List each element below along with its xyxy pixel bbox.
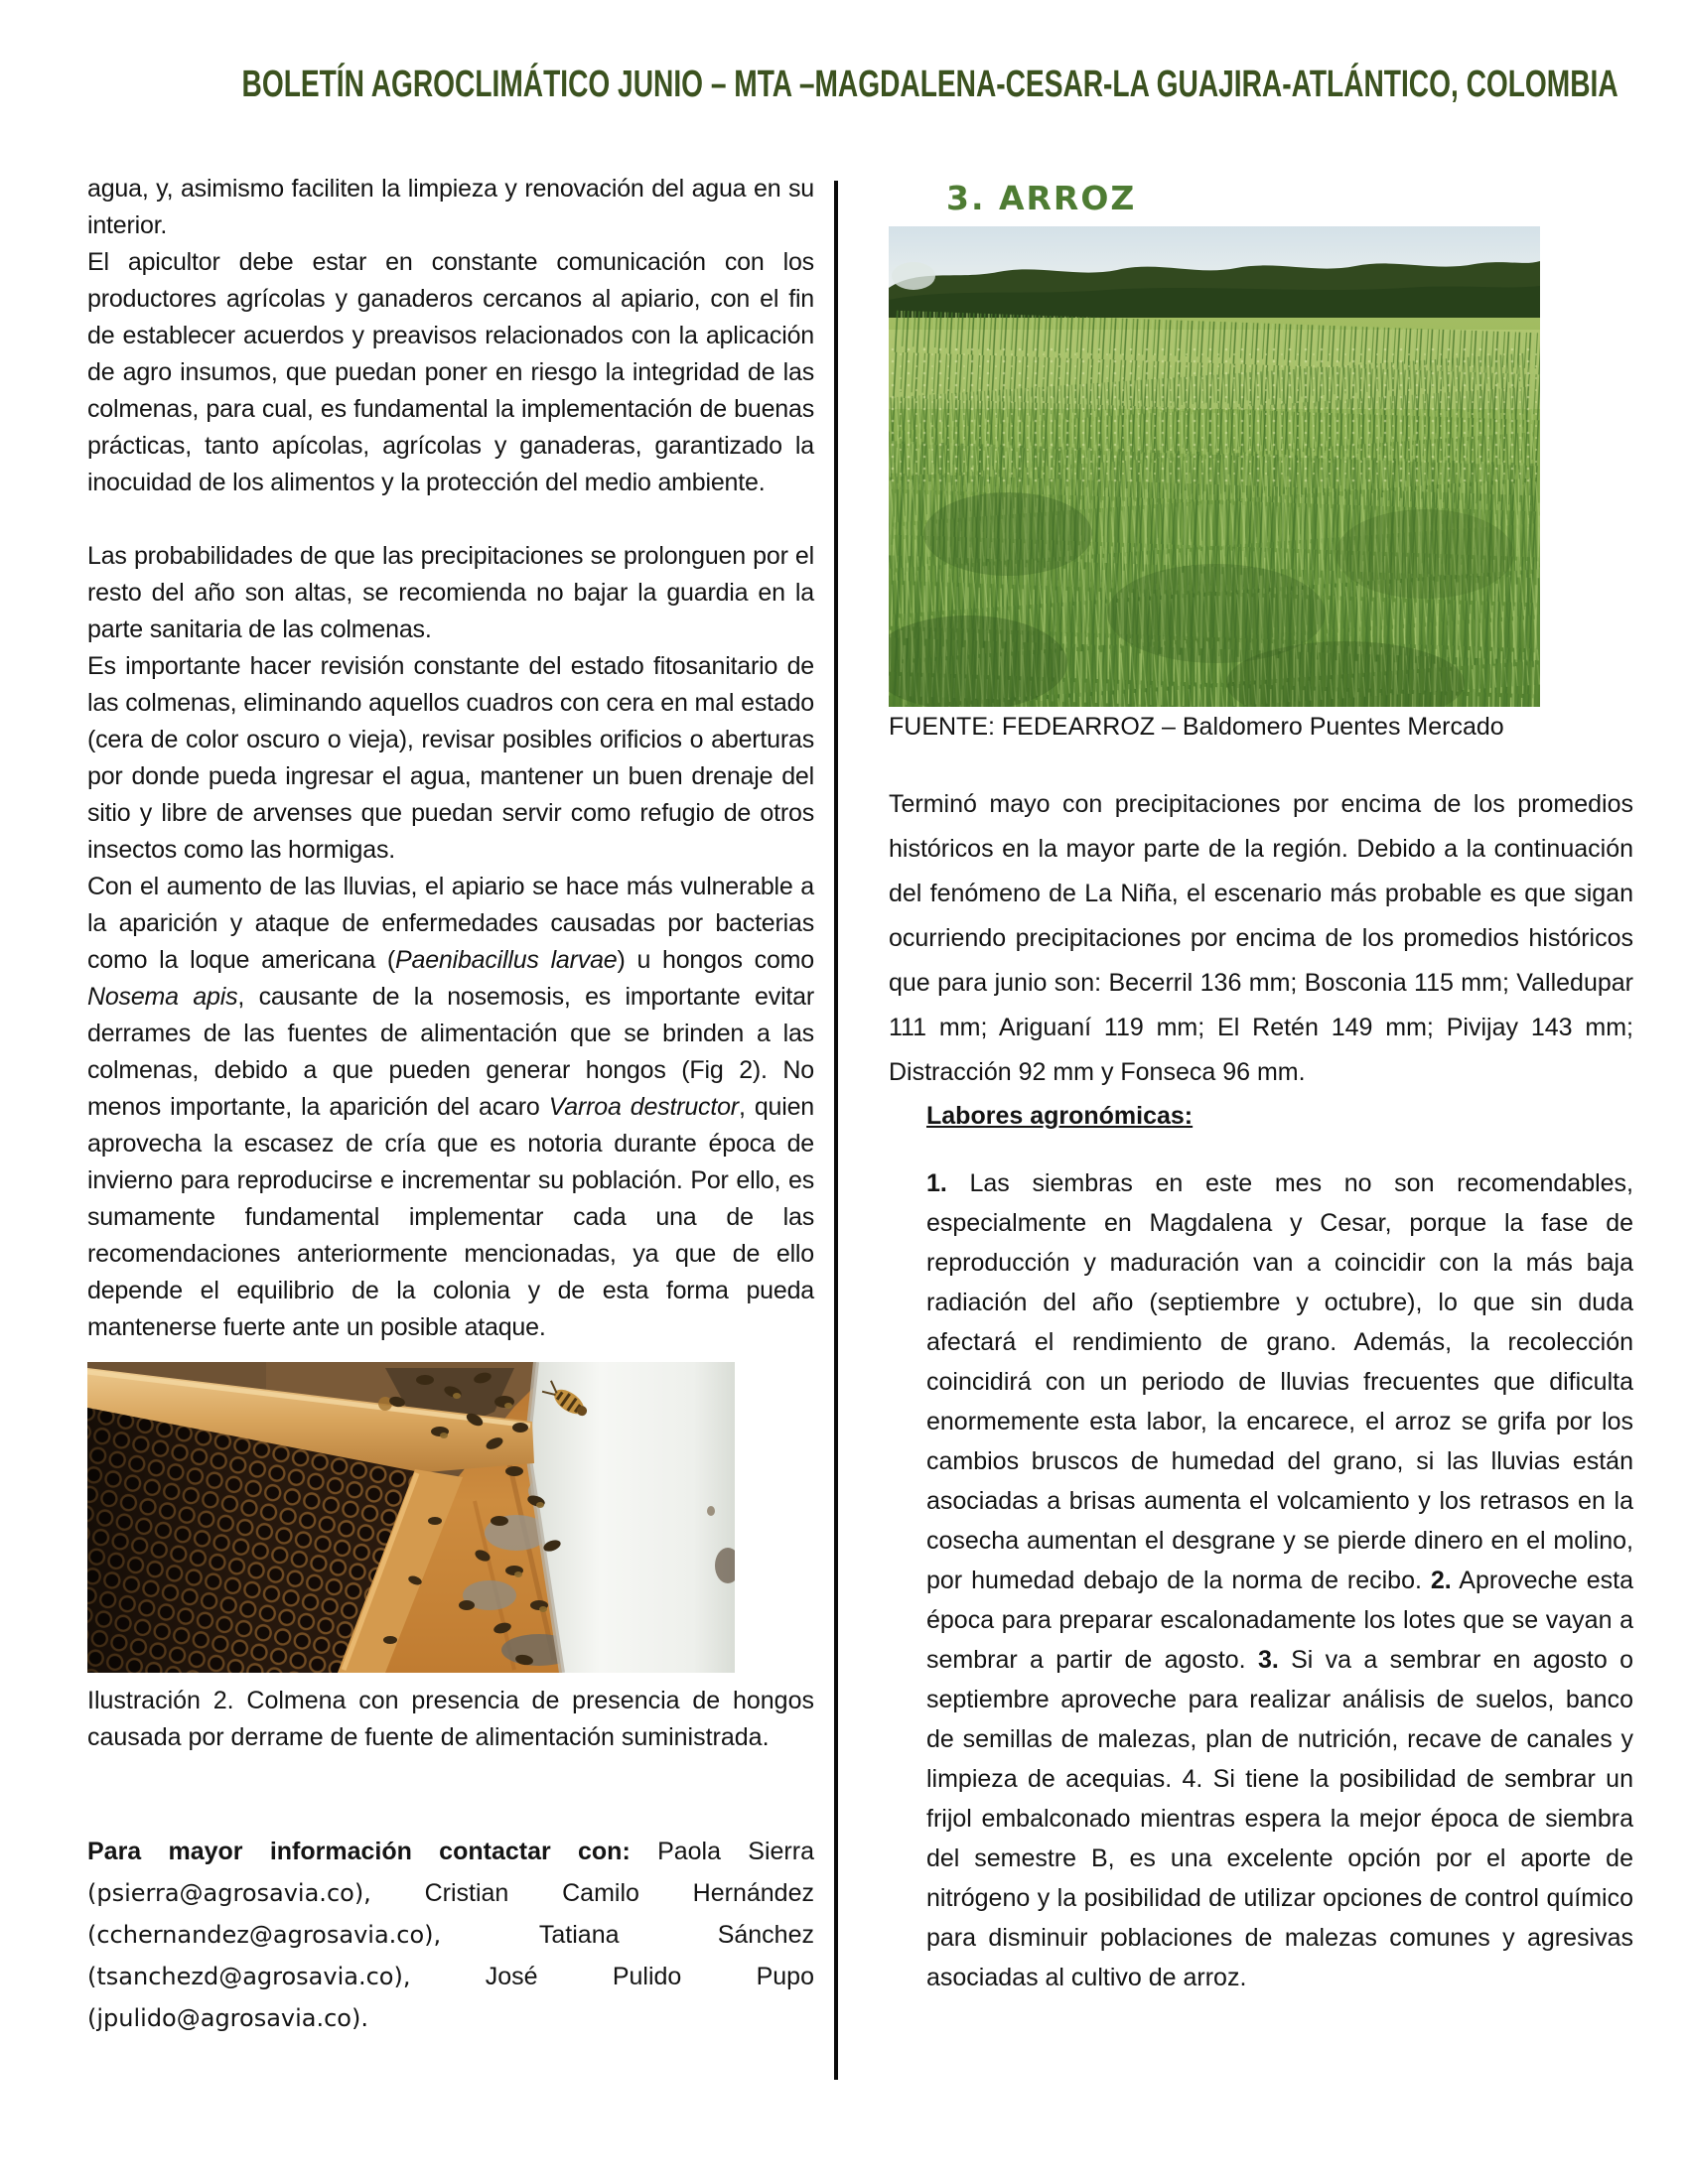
rice-field-photo-svg (889, 226, 1540, 707)
paragraph-apicultor: El apicultor debe estar en constante comunicación con los productores agrícolas y ganaderos cercanos al apiario, con el fin de establecer acuerdos y preavisos relacionados con la aplicación de agro insumos, que puedan poner en riesgo la integridad de las colmenas, para cual, es fundamental la implementación de buenas prácticas, tanto apícolas, agrícolas y ganaderas, garantizado la inocuidad de los alimentos y la protección del medio ambiente. (87, 248, 814, 496)
contact-email: (cchernandez@agrosavia.co), (87, 1921, 442, 1949)
spacer (87, 501, 814, 538)
rice-field-photo (889, 226, 1540, 707)
hive-photo-svg (87, 1362, 735, 1673)
paragraph-probabilidades: Las probabilidades de que las precipitaciones se prolonguen por el resto del año son altas, se recomienda no bajar la guardia en la parte sanitaria de las colmenas. (87, 542, 814, 643)
text-run: Aproveche esta época para preparar escalonadamente los lotes que se vayan a sembrar a partir de agosto. (926, 1567, 1633, 1674)
text-run: Las siembras en este mes no son recomendables, especialmente en Magdalena y Cesar, porque la fase de reproducción y maduración van a coincidir con la más baja radiación del año (septiembre y octubre), lo que sin duda afectará el rendimiento de grano. Además, la recolección coincidirá con un periodo de lluvias frecuentes que dificulta enormemente esta labor, la encarece, el arroz se grifa por los cambios bruscos de humedad del grano, si las lluvias están asociadas a brisas aumenta el volcamiento y los retrasos en la cosecha aumentan el desgrane y se pierde dinero en el molino, por humedad debajo de la norma de recibo. (926, 1169, 1633, 1594)
left-column (87, 171, 815, 2032)
text-run: Si va a sembrar en agosto o septiembre aproveche para realizar análisis de suelos, banco de semillas de malezas, plan de nutrición, recave de canales y limpieza de acequias. 4. Si tiene la posibilidad de sembrar un frijol embalconado mientras espera la mejor época de siembra del semestre B, es una excelente opción por el aporte de nitrógeno y la posibilidad de utilizar opciones de control químico para disminuir poblaciones de malezas comunes y agresivas asociadas al cultivo de arroz. (926, 1646, 1633, 1991)
list-number: 1. (926, 1169, 947, 1197)
species-name: Paenibacillus larvae (395, 946, 618, 974)
contact-name: Paola Sierra (630, 1838, 814, 1865)
contact-name: Cristian Camilo Hernández (370, 1879, 814, 1907)
contact-email: (tsanchezd@agrosavia.co), (87, 1963, 411, 1990)
species-name: Nosema apis (87, 983, 238, 1011)
list-number: 2. (1430, 1567, 1452, 1594)
section-heading-arroz: 3. ARROZ (946, 179, 1137, 217)
list-number: 3. (1257, 1646, 1279, 1674)
text-run: ) u hongos como (617, 946, 815, 974)
labores-heading: Labores agronómicas: (926, 1102, 1194, 1130)
page-title: BOLETÍN AGROCLIMÁTICO JUNIO – MTA –MAGDALENA-CESAR-LA GUAJIRA-ATLÁNTICO, COLOMBIA (241, 64, 1618, 105)
contact-lead: Para mayor información contactar con: (87, 1838, 631, 1865)
paragraph-agua: agua, y, asimismo faciliten la limpieza y renovación del agua en su interior. (87, 175, 814, 239)
contact-email: (psierra@agrosavia.co), (87, 1879, 371, 1907)
paragraph-revision: Es importante hacer revisión constante del estado fitosanitario de las colmenas, eliminando aquellos cuadros con cera en mal estado (cera de color oscuro o vieja), revisar posibles orificios o aberturas por donde pueda ingresar el agua, mantener un buen drenaje del sitio y libre de arvenses que puedan servir como refugio de otros insectos como las hormigas. (87, 652, 814, 864)
page-header (0, 64, 1688, 106)
contact-name: José Pulido Pupo (410, 1963, 814, 1990)
text-run: , causante de la nosemosis, es importante evitar derrames de las fuentes de alimentación que se brinden a las colmenas, debido a que pueden generar hongos (Fig 2). No menos importante, la aparición del acaro (87, 983, 814, 1121)
contact-email: (jpulido@agrosavia.co). (87, 2004, 368, 2032)
contact-name: Tatiana Sánchez (441, 1921, 814, 1949)
text-run: , quien aprovecha la escasez de cría que es notoria durante época de invierno para reproducirse e incrementar su población. Por ello, es sumamente fundamental implementar cada una de las recomendaciones anteriormente mencionadas, ya que de ello depende el equilibrio de la colonia y de esta forma pueda mantenerse fuerte ante un posible ataque. (87, 1093, 814, 1341)
column-divider (834, 181, 838, 2080)
paragraph-enfermedades (87, 869, 814, 1346)
species-name: Varroa destructor (548, 1093, 739, 1121)
photo-source-caption: FUENTE: FEDEARROZ – Baldomero Puentes Mercado (889, 713, 1504, 741)
text-run: Con el aumento de las lluvias, el apiario se hace más vulnerable a la aparición y ataque de enfermedades causadas por bacterias como la loque americana ( (87, 873, 814, 974)
paragraph-precipitaciones: Terminó mayo con precipitaciones por encima de los promedios históricos en la mayor parte de la región. Debido a la continuación del fenómeno de La Niña, el escenario más probable es que sigan ocurriendo precipitaciones por encima de los promedios históricos que para junio son: Becerril 136 mm; Bosconia 115 mm; Valledupar 111 mm; Ariguaní 119 mm; El Retén 149 mm; Pivijay 143 mm; Distracción 92 mm y Fonseca 96 mm. (889, 790, 1633, 1086)
contact-block (87, 1831, 814, 2039)
hive-photo (87, 1362, 735, 1673)
hive-caption: Ilustración 2. Colmena con presencia de presencia de hongos causada por derrame de fuente de alimentación suministrada. (87, 1687, 814, 1751)
paragraph-labores (926, 1163, 1633, 1997)
